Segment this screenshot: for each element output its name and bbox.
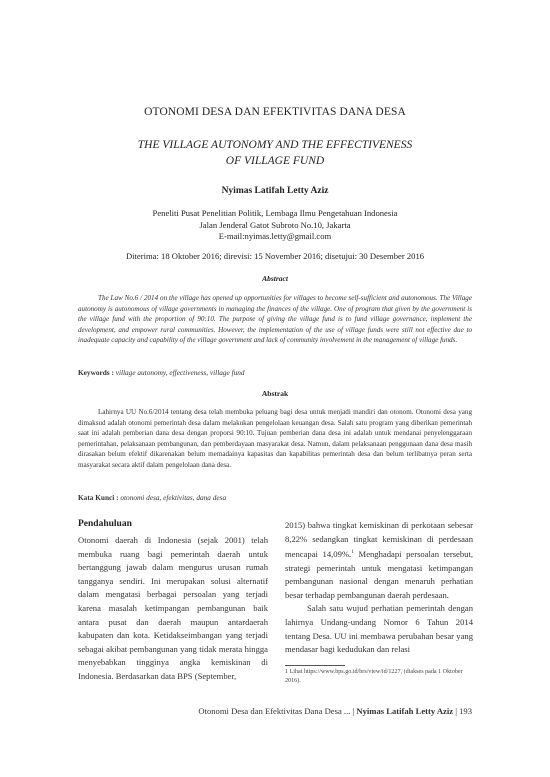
footer-author: Nyimas Latifah Letty Aziz: [356, 706, 454, 716]
paragraph-text-part-1: 2015) bahwa tingkat kemiskinan di perkotaan sebesar 8,22% sedangkan tingkat kemiskinan di perdesaan mencapai 14,09%.: [285, 520, 473, 560]
affiliation-line-2: Jalan Jenderal Gatot Subroto No.10, Jakarta: [199, 219, 351, 230]
abstract-text: The Law No.6 / 2014 on the village has opened up opportunities for villages to become self-sufficient and autonomous. The Village autonomy is autonomous of village governments in managing the finances of the village. One of program that given by the government is the village fund with the proportion of 90:10. The purpose of giving the village fund is to fund village governance, implement the development, and empower rural communities. However, the implementation of the use of village funds were still not effective due to inadequate capacity and capability of the village government and lack of community involvement in the management of village funds.: [78, 294, 472, 345]
keywords-english: [78, 368, 472, 377]
affiliation-line-1: Peneliti Pusat Penelitian Politik, Lembaga Ilmu Pengetahuan Indonesia: [152, 208, 398, 218]
article-title-english: [100, 137, 450, 169]
article-title: OTONOMI DESA DAN EFEKTIVITAS DANA DESA: [144, 106, 406, 118]
running-footer: [198, 706, 472, 716]
author-email: E-mail:nyimas.letty@gmail.com: [218, 231, 332, 241]
body-column-left: [78, 519, 268, 684]
section-heading-pendahuluan: Pendahuluan: [78, 519, 132, 529]
abstrak-text: Lahirnya UU No.6/2014 tentang desa telah membuka peluang bagi desa untuk menjadi mandiri dan otonom. Otonomi desa yang dimaksud adalah otonomi pemerintah desa dalam melakukan pengelolaan keuangan desa. Salah satu program yang diberikan pemerintah saat ini adalah pemberian dana desa dengan proporsi 90:10. Tujuan pemberian dana desa ini adalah untuk mendanai penyelenggaraan pemerintahan, pelaksanaan pembangunan, dan pemberdayaan masyarakat desa. Namun, dalam pelaksanaan penggunaan dana desa masih dirasakan belum efektif dikarenakan belum memadainya kapasitas dan kapabilitas pemerintah desa dan belum terlibatnya peran serta masyarakat secara aktif dalam pengelolaan dana desa.: [78, 408, 472, 469]
paragraph-text-part-2: Menghadapi persoalan tersebut, strategi pemerintah untuk mengatasi ketimpangan pembangunan nasional dengan menaruh perhatian besar terhadap pembangunan daerah perdesaan.: [285, 549, 474, 600]
title-en-line-2: OF VILLAGE FUND: [225, 155, 325, 167]
page-number: | 193: [453, 706, 472, 716]
intro-paragraph-1: Otonomi daerah di Indonesia (sejak 2001) telah membuka ruang bagi pemerintah daerah untuk bertanggung jawab dalam mengurus urusan rumah tangganya sendiri. Ini merupakan solusi alternatif dalam mengatasi berbagai persoalan yang terjadi karena masalah ketimpangan pembangunan baik antara pusat dan daerah maupun antardaerah kabupaten dan kota. Ketidakseimbangan yang terjadi sebagai akibat pembangunan yang tidak merata hingga menyebabkan tingginya angka kemiskinan di Indonesia. Berdasarkan data BPS (September,: [78, 535, 268, 681]
abstrak-heading: Abstrak: [261, 389, 289, 398]
footnote-reference[interactable]: 1: [351, 549, 354, 556]
footer-journal-title: Otonomi Desa dan Efektivitas Dana Desa ... |: [198, 706, 357, 716]
footnote-1: 1 Lihat https://www.bps.go.id/brs/view/id/1227, (diakses pada 1 Oktober 2016).: [285, 669, 463, 684]
kata-kunci-list: otonomi desa, efektivitas, dana desa: [118, 493, 227, 502]
body-column-right: [285, 519, 473, 657]
kata-kunci-label: Kata Kunci :: [78, 493, 119, 502]
title-en-line-1: THE VILLAGE AUTONOMY AND THE EFFECTIVENESS: [137, 139, 413, 151]
intro-paragraph-1-continued: [285, 519, 473, 602]
abstract-heading: Abstract: [262, 274, 288, 283]
footnote-divider: [285, 665, 345, 666]
submission-dates: Diterima: 18 Oktober 2016; direvisi: 15 November 2016; disetujui: 30 Desember 2016: [125, 251, 425, 261]
keywords-indonesian: [78, 493, 472, 502]
author-affiliation: [0, 208, 550, 243]
author-name: Nyimas Latifah Letty Aziz: [221, 186, 329, 196]
keywords-label: Keywords :: [78, 368, 114, 377]
keywords-list: village autonomy, effectiveness, village fund: [113, 368, 245, 377]
intro-paragraph-2: Salah satu wujud perhatian pemerintah dengan lahirnya Undang-undang Nomor 6 Tahun 2014 tentang Desa. UU ini membawa perubahan besar yang mendasar bagi kedudukan dan relasi: [285, 603, 473, 655]
